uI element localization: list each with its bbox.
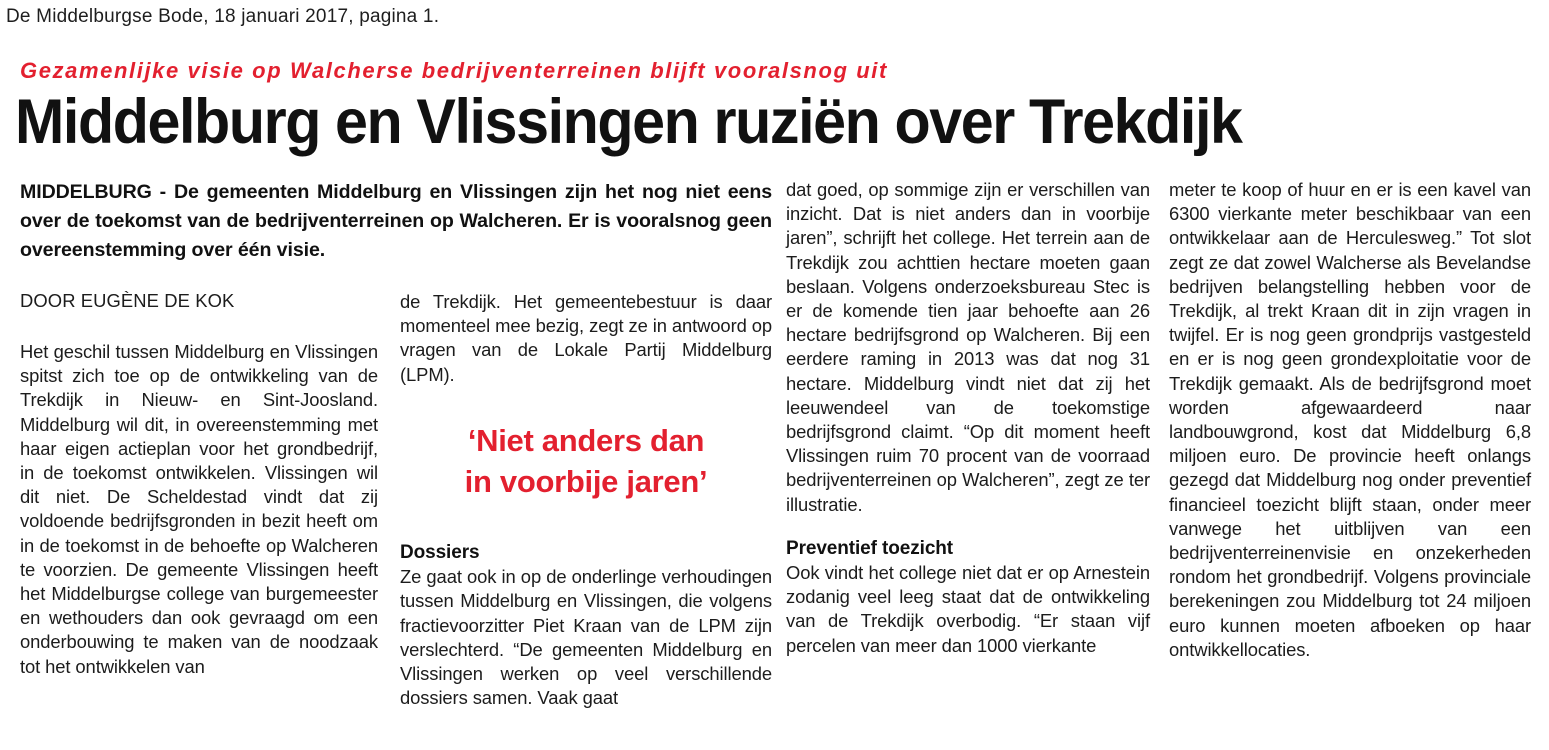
column-2-paragraph-2: Ze gaat ook in op de onderlinge verhoudingen tussen Middelburg en Vlissingen, die volgens fractievoorzitter Piet Kraan van de LPM zijn verslechterd. “De gemeenten Middelburg en Vlissingen werken op veel verschillende dossiers samen. Vaak gaat [400,566,772,709]
kicker-headline: Gezamenlijke visie op Walcherse bedrijventerreinen blijft vooralsnog uit [20,58,888,83]
column-3-paragraph-1: dat goed, op sommige zijn er verschillen van inzicht. Dat is niet anders dan in voorbije jaren”, schrijft het college. Het terrein aan de Trekdijk zou achttien hectare moeten gaan beslaan. Volgens onderzoeksbureau Stec is er de komende tien jaar behoefte aan 26 hectare bedrijfsgrond op Walcheren. Bij een eerdere raming in 2013 was dat nog 31 hectare. Middelburg vindt niet dat zij het leeuwendeel van de toekomstige bedrijfsgrond claimt. “Op dit moment heeft Vlissingen ruim 70 procent van de voorraad bedrijventerreinen op Walcheren”, zegt ze ter illustratie. [786,179,1150,515]
article-column-2-top [400,290,772,387]
column-4-paragraph: meter te koop of huur en er is een kavel van 6300 vierkante meter beschikbaar van een ontwikkelaar aan de Herculesweg.” Tot slot zegt ze dat zowel Walcherse als Bevelandse bedrijven belangstelling hebben voor de Trekdijk, al trekt Kraan dit in zijn vragen in twijfel. Er is nog geen grondprijs vastgesteld en er is nog geen grondexploitatie voor de Trekdijk gemaakt. Als de bedrijfsgrond moet worden afgewaardeerd naar landbouwgrond, kost dat Middelburg 6,8 miljoen euro. De provincie heeft onlangs gezegd dat Middelburg nog onder preventief financieel toezicht blijft staan, onder meer vanwege het uitblijven van een bedrijventerreinenvisie en onzekerheden rondom het grondbedrijf. Volgens provinciale berekeningen zou Middelburg tot 24 miljoen euro kunnen moeten afboeken op haar ontwikkellocaties. [1169,179,1531,660]
article-column-2-bottom [400,541,772,710]
article-column-4 [1169,178,1531,662]
pull-quote-line-1: ‘Niet anders dan [467,423,705,458]
source-citation: De Middelburgse Bode, 18 januari 2017, pagina 1. [6,6,440,27]
article-column-3 [786,178,1150,658]
article-lead: MIDDELBURG - De gemeenten Middelburg en Vlissingen zijn het nog niet eens over de toekomst van de bedrijventerreinen op Walcheren. Er is vooralsnog geen overeenstemming over één visie. [20,181,772,261]
byline: DOOR EUGÈNE DE KOK [20,290,235,311]
main-headline: Middelburg en Vlissingen ruziën over Trekdijk [15,87,1242,157]
subhead-preventief-toezicht: Preventief toezicht [786,537,954,559]
article-column-1 [20,340,378,679]
pull-quote [400,420,772,502]
subhead-dossiers: Dossiers [400,542,480,563]
column-3-paragraph-2: Ook vindt het college niet dat er op Arnestein zodanig veel leeg staat dat de ontwikkeling van de Trekdijk overbodig. “Er staan vijf percelen van meer dan 1000 vierkante [786,562,1150,656]
column-1-paragraph: Het geschil tussen Middelburg en Vlissingen spitst zich toe op de ontwikkeling van de Trekdijk in Nieuw- en Sint-Joosland. Middelburg wil dit, in overeenstemming met haar eigen actieplan voor het grondbedrijf, in de toekomst ontwikkelen. Vlissingen wil dit niet. De Scheldestad vindt dat zij voldoende bedrijfsgronden in bezit heeft om in de toekomst in de behoefte op Walcheren te voorzien. De gemeente Vlissingen heeft het Middelburgse college van burgemeester en wethouders dan ook gevraagd om een onderbouwing te maken van de noodzaak tot het ontwikkelen van [20,341,378,677]
pull-quote-line-2: in voorbije jaren’ [464,464,708,499]
column-2-paragraph-1: de Trekdijk. Het gemeentebestuur is daar momenteel mee bezig, zegt ze in antwoord op vragen van de Lokale Partij Middelburg (LPM). [400,291,772,385]
